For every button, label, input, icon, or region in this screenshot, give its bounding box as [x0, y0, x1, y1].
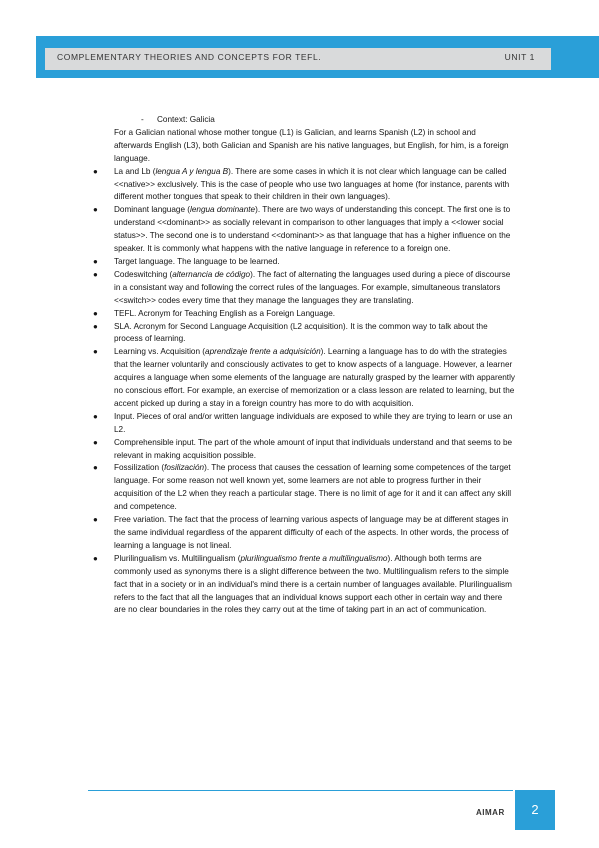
item-term-italic: lengua A y lengua B: [155, 166, 229, 176]
item-text: Codeswitching (: [114, 269, 173, 279]
item-term-italic: alternancia de código: [172, 269, 251, 279]
item-text: SLA. Acronym for Second Language Acquisition (L2 acquisition). It is the common way to talk about the process of learning.: [114, 321, 488, 344]
dash-marker: -: [141, 115, 144, 124]
bullet-icon: ●: [93, 411, 98, 421]
item-text-rest: ). The process that causes the cessation of learning some competences of the target language. For some reason not well known yet, some learners are not able to progress further in their acquisition of the L2 when they reach a particular stage. There is no limit of age for it and it can affect any skill and competence.: [114, 463, 512, 512]
bullet-icon: ●: [93, 553, 98, 563]
item-term-italic: plurilingualismo frente a multilingualismo: [240, 553, 388, 563]
list-item: [93, 411, 516, 437]
bullet-icon: ●: [93, 308, 98, 318]
bullet-icon: ●: [93, 269, 98, 279]
footer-author: AIMAR: [476, 808, 505, 817]
bullet-icon: ●: [93, 347, 98, 357]
item-text-rest: ). The fact of alternating the languages used during a piece of discourse in a consistant way and following the correct rules of the languages. For example, simultaneous translators <<switch>> codes every time that they manage the languages they are translating.: [114, 269, 511, 305]
list-item: [93, 269, 516, 308]
list-item: [93, 346, 516, 411]
item-term-italic: aprendizaje frente a adquisición: [205, 347, 321, 357]
list-item: [93, 204, 516, 256]
header-bar: [45, 48, 551, 70]
context-label: Context: Galicia: [157, 115, 215, 124]
item-text: Input. Pieces of oral and/or written language individuals are exposed to while they are trying to learn or use an L2.: [114, 411, 513, 434]
item-text: Fossilization (: [114, 463, 165, 473]
list-item: [93, 256, 516, 269]
list-item: [93, 462, 516, 514]
item-text: Free variation. The fact that the process of learning various aspects of language may be at different stages in the same individual regardless of the apparent difficulty of each of the aspects. In other words, the process of learning a language is not lineal.: [114, 515, 509, 550]
item-text: La and Lb (: [114, 166, 156, 176]
item-text-rest: ). There are two ways of understanding this concept. The first one is to understand <<dominant>> as socially relevant in comparison to other languages that imply a <<lower social status>>. The second one is to understand <<dominant>> as that language that has a higher influence on the speaker. It is commonly what happens with the native language in reference to a foreign one.: [114, 205, 511, 254]
document-body: [93, 114, 516, 617]
header-title: COMPLEMENTARY THEORIES AND CONCEPTS FOR TEFL.: [57, 52, 322, 62]
item-text-rest: ). There are some cases in which it is not clear which language can be called <<native>> exclusively. This is the case of people who use two languages at home (for instance, parents with different mother tongues that speak to their children in their own languages).: [114, 166, 510, 202]
bullet-icon: ●: [93, 515, 98, 525]
list-item: [93, 437, 516, 463]
header-unit: UNIT 1: [504, 52, 535, 62]
bullet-icon: ●: [93, 463, 98, 473]
item-text: Learning vs. Acquisition (: [114, 347, 206, 357]
item-text-rest: ). Learning a language has to do with the strategies that the learner voluntarily and consciously activates to get to know aspects of a language. However, a learner acquires a language when some elements of the language are naturally grasped by the learner with apparently no conscious effort. For example, an exercise of memorization or a class lesson are related to learning, but the accent picked up during a stay in a foreign country has more to do with acquisition.: [114, 347, 515, 408]
item-term-italic: fosilización: [164, 463, 205, 473]
bullet-icon: ●: [93, 205, 98, 215]
list-item: [93, 514, 516, 553]
bullet-icon: ●: [93, 166, 98, 176]
term-list: [93, 166, 516, 618]
item-text: Plurilingualism vs. Multilingualism (: [114, 553, 241, 563]
item-text-rest: ). Although both terms are commonly used as synonyms there is a slight difference between the two. Multilingualism refers to the simple fact that in a society or in an individual's mind there is a certain number of languages available. Plurilingualism refers to the fact that all the languages that an individual knows support each other in certain way and there are no clear boundaries in the roles they carry out at the time of taking part in an act of communication.: [114, 553, 512, 615]
bullet-icon: ●: [93, 256, 98, 266]
context-paragraph: For a Galician national whose mother tongue (L1) is Galician, and learns Spanish (L2) in school and afterwards English (L3), both Galician and Spanish are his native languages, but English, for him, is a foreign language.: [114, 127, 509, 163]
item-text: Dominant language (: [114, 205, 191, 215]
list-item: [93, 321, 516, 347]
item-text: Comprehensible input. The part of the whole amount of input that individuals understand and that seems to be relevant in making acquisition possible.: [114, 437, 513, 460]
item-term-italic: lengua dominante: [190, 205, 256, 215]
footer-divider: [88, 790, 513, 791]
item-text: Target language. The language to be learned.: [114, 256, 280, 266]
bullet-icon: ●: [93, 437, 98, 447]
list-item: [93, 166, 516, 205]
list-item: [93, 308, 516, 321]
bullet-icon: ●: [93, 321, 98, 331]
context-heading: [114, 114, 516, 127]
page-number: 2: [515, 790, 555, 830]
list-item: [93, 553, 516, 618]
item-text: TEFL. Acronym for Teaching English as a Foreign Language.: [114, 308, 336, 318]
